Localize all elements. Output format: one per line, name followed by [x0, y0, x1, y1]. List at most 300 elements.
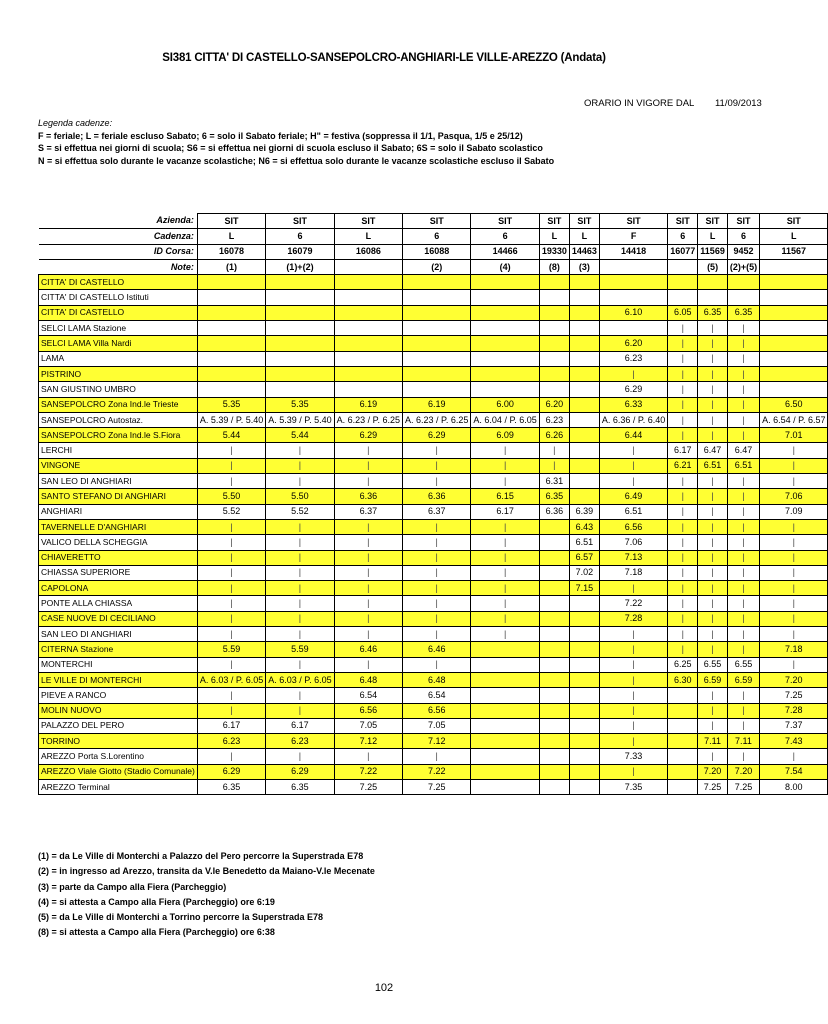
pass-through-marker: [471, 550, 539, 565]
pass-through-marker: [698, 749, 728, 764]
pass-through-marker: [727, 642, 759, 657]
stop-time: 6.51: [727, 458, 759, 473]
pass-through-marker: [334, 596, 402, 611]
stop-row: [39, 321, 828, 336]
run-note: [334, 259, 402, 274]
stop-time: [539, 703, 569, 718]
pass-through-marker: [334, 657, 402, 672]
stop-time: 7.25: [334, 779, 402, 794]
stop-time: [539, 351, 569, 366]
pass-through-marker: [197, 458, 265, 473]
stop-name: PISTRINO: [39, 366, 198, 381]
stop-time: [569, 734, 599, 749]
pass-through-marker: [698, 428, 728, 443]
stop-time: 6.09: [471, 428, 539, 443]
stop-time: 6.35: [197, 779, 265, 794]
pass-through-marker: [197, 535, 265, 550]
run-id: 16077: [668, 244, 698, 259]
stop-time: 7.05: [403, 718, 471, 733]
stop-name: SELCI LAMA Stazione: [39, 321, 198, 336]
stop-time: [569, 718, 599, 733]
run-azienda: SIT: [599, 214, 667, 229]
stop-time: 6.54: [403, 688, 471, 703]
run-id: 9452: [727, 244, 759, 259]
pass-through-marker: [727, 688, 759, 703]
stop-name: VINGONE: [39, 458, 198, 473]
stop-time: [334, 351, 402, 366]
pass-through-marker: [599, 688, 667, 703]
pass-through-marker: [197, 627, 265, 642]
pass-through-marker: [599, 366, 667, 381]
stop-time: 7.01: [760, 428, 828, 443]
stop-time: [403, 351, 471, 366]
pass-through-marker: [760, 519, 828, 534]
stop-time: 6.56: [403, 703, 471, 718]
stop-time: 6.17: [266, 718, 334, 733]
stop-time: 6.51: [698, 458, 728, 473]
stop-time: [471, 764, 539, 779]
pass-through-marker: [668, 504, 698, 519]
pass-through-marker: [403, 458, 471, 473]
pass-through-marker: [334, 611, 402, 626]
pass-through-marker: [539, 443, 569, 458]
pass-through-marker: [471, 474, 539, 489]
stop-time: [539, 642, 569, 657]
stop-row: [39, 581, 828, 596]
stop-time: [760, 382, 828, 397]
pass-through-marker: [698, 627, 728, 642]
pass-through-marker: [334, 749, 402, 764]
footnote: (2) = in ingresso ad Arezzo, transita da V.le Benedetto da Maiano-V.le Mecenate: [38, 866, 375, 877]
legend-line: F = feriale; L = feriale escluso Sabato; 6 = solo il Sabato feriale; H" = festiva (soppressa il 1/1, Pasqua, 1/5 e 25/12): [38, 130, 523, 141]
stop-time: 5.35: [266, 397, 334, 412]
stop-time: [668, 703, 698, 718]
stop-time: 5.44: [197, 428, 265, 443]
stop-time: [539, 305, 569, 320]
pass-through-marker: [668, 366, 698, 381]
pass-through-marker: [698, 366, 728, 381]
pass-through-marker: [727, 749, 759, 764]
stop-time: [471, 275, 539, 290]
stop-name: PALAZZO DEL PERO: [39, 718, 198, 733]
pass-through-marker: [668, 412, 698, 427]
pass-through-marker: [266, 657, 334, 672]
pass-through-marker: [599, 474, 667, 489]
footnotes: [38, 849, 375, 941]
stop-time: [539, 290, 569, 305]
pass-through-marker: [727, 703, 759, 718]
stop-time: 7.20: [727, 764, 759, 779]
stop-name: MOLIN NUOVO: [39, 703, 198, 718]
run-id: 14466: [471, 244, 539, 259]
stop-time: 6.31: [539, 474, 569, 489]
stop-time: 7.37: [760, 718, 828, 733]
run-azienda: SIT: [539, 214, 569, 229]
stop-time: A. 6.04 / P. 6.05: [471, 412, 539, 427]
stop-time: 6.59: [727, 672, 759, 687]
stop-time: [569, 305, 599, 320]
pass-through-marker: [266, 581, 334, 596]
pass-through-marker: [197, 611, 265, 626]
stop-time: [698, 290, 728, 305]
run-azienda: SIT: [197, 214, 265, 229]
pass-through-marker: [471, 627, 539, 642]
stop-name: CITERNA Stazione: [39, 642, 198, 657]
pass-through-marker: [334, 443, 402, 458]
stop-time: 6.35: [539, 489, 569, 504]
pass-through-marker: [471, 611, 539, 626]
stop-time: [539, 627, 569, 642]
stop-time: [668, 764, 698, 779]
pass-through-marker: [599, 581, 667, 596]
stop-time: [471, 305, 539, 320]
stop-time: [569, 474, 599, 489]
stop-time: 6.30: [668, 672, 698, 687]
stop-time: [266, 351, 334, 366]
stop-time: [569, 443, 599, 458]
stop-time: [668, 718, 698, 733]
stop-time: 6.00: [471, 397, 539, 412]
pass-through-marker: [668, 535, 698, 550]
pass-through-marker: [760, 581, 828, 596]
pass-through-marker: [698, 703, 728, 718]
stop-time: 7.20: [698, 764, 728, 779]
pass-through-marker: [727, 351, 759, 366]
stop-time: [539, 366, 569, 381]
stop-time: 6.26: [539, 428, 569, 443]
stop-time: [569, 428, 599, 443]
run-cadenza: 6: [668, 229, 698, 244]
stop-time: 7.28: [760, 703, 828, 718]
stop-name: MONTERCHI: [39, 657, 198, 672]
run-cadenza: 6: [266, 229, 334, 244]
stop-time: [266, 321, 334, 336]
pass-through-marker: [403, 565, 471, 580]
stop-time: [197, 321, 265, 336]
stop-time: [539, 688, 569, 703]
pass-through-marker: [760, 749, 828, 764]
stop-row: [39, 779, 828, 794]
stop-name: AREZZO Terminal: [39, 779, 198, 794]
pass-through-marker: [334, 535, 402, 550]
pass-through-marker: [403, 443, 471, 458]
stop-row: [39, 290, 828, 305]
run-azienda: SIT: [471, 214, 539, 229]
pass-through-marker: [471, 519, 539, 534]
validity-label: ORARIO IN VIGORE DAL: [584, 98, 695, 109]
run-azienda: SIT: [668, 214, 698, 229]
stop-time: 6.46: [334, 642, 402, 657]
footnote: (5) = da Le Ville di Monterchi a Torrino percorre la Superstrada E78: [38, 912, 324, 923]
pass-through-marker: [334, 519, 402, 534]
stop-time: 6.51: [569, 535, 599, 550]
stop-time: [539, 519, 569, 534]
stop-row: [39, 718, 828, 733]
validity-date: 11/09/2013: [714, 98, 762, 109]
run-id: 19330: [539, 244, 569, 259]
stop-time: 6.17: [668, 443, 698, 458]
stop-time: 7.28: [599, 611, 667, 626]
header-label: Cadenza:: [39, 229, 198, 244]
stop-time: 6.20: [599, 336, 667, 351]
stop-time: [599, 321, 667, 336]
pass-through-marker: [698, 581, 728, 596]
run-azienda: SIT: [698, 214, 728, 229]
pass-through-marker: [727, 581, 759, 596]
stop-time: [197, 305, 265, 320]
stop-time: [403, 336, 471, 351]
pass-through-marker: [668, 596, 698, 611]
stop-time: A. 6.03 / P. 6.05: [197, 672, 265, 687]
stop-row: [39, 535, 828, 550]
stop-row: [39, 504, 828, 519]
stop-time: 7.02: [569, 565, 599, 580]
pass-through-marker: [403, 550, 471, 565]
pass-through-marker: [197, 519, 265, 534]
pass-through-marker: [698, 688, 728, 703]
stop-row: [39, 428, 828, 443]
stop-name: SANSEPOLCRO Autostaz.: [39, 412, 198, 427]
pass-through-marker: [668, 550, 698, 565]
run-note: (4): [471, 259, 539, 274]
stop-time: [471, 290, 539, 305]
stop-time: 7.06: [760, 489, 828, 504]
stop-time: [727, 290, 759, 305]
pass-through-marker: [698, 535, 728, 550]
pass-through-marker: [727, 504, 759, 519]
stop-time: 6.23: [599, 351, 667, 366]
stop-time: [760, 351, 828, 366]
stop-time: 6.36: [403, 489, 471, 504]
pass-through-marker: [197, 688, 265, 703]
run-cadenza: L: [197, 229, 265, 244]
stop-time: 6.29: [403, 428, 471, 443]
stop-time: [539, 535, 569, 550]
stop-time: [403, 321, 471, 336]
stop-name: PONTE ALLA CHIASSA: [39, 596, 198, 611]
stop-time: [266, 275, 334, 290]
pass-through-marker: [727, 535, 759, 550]
stop-time: [539, 336, 569, 351]
stop-time: 7.13: [599, 550, 667, 565]
stop-time: 6.59: [698, 672, 728, 687]
legend-line: S = si effettua nei giorni di scuola; S6 = si effettua nei giorni di scuola escluso il Sabato; 6S = solo il Sabato scolastico: [38, 143, 543, 153]
stop-time: [403, 290, 471, 305]
stop-time: [569, 779, 599, 794]
run-cadenza: L: [569, 229, 599, 244]
stop-time: 7.25: [760, 688, 828, 703]
stop-time: 6.56: [334, 703, 402, 718]
stop-time: [569, 458, 599, 473]
stop-time: [599, 290, 667, 305]
run-id: 11569: [698, 244, 728, 259]
stop-row: [39, 703, 828, 718]
stop-time: [471, 366, 539, 381]
pass-through-marker: [266, 565, 334, 580]
stop-row: [39, 642, 828, 657]
pass-through-marker: [471, 565, 539, 580]
legend: [38, 117, 554, 167]
pass-through-marker: [668, 611, 698, 626]
stop-row: [39, 657, 828, 672]
pass-through-marker: [599, 718, 667, 733]
pass-through-marker: [668, 397, 698, 412]
stop-time: 6.50: [760, 397, 828, 412]
pass-through-marker: [334, 627, 402, 642]
stop-time: 6.46: [403, 642, 471, 657]
stop-row: [39, 550, 828, 565]
stop-time: 6.29: [599, 382, 667, 397]
run-id: 14418: [599, 244, 667, 259]
stop-row: [39, 382, 828, 397]
pass-through-marker: [760, 611, 828, 626]
run-note: (3): [569, 259, 599, 274]
pass-through-marker: [197, 443, 265, 458]
stop-time: [569, 275, 599, 290]
stop-time: [760, 305, 828, 320]
stop-time: [471, 642, 539, 657]
stop-time: [334, 336, 402, 351]
stop-time: [471, 382, 539, 397]
run-note: [599, 259, 667, 274]
pass-through-marker: [266, 703, 334, 718]
timetable: [38, 213, 828, 795]
pass-through-marker: [727, 489, 759, 504]
run-note: (8): [539, 259, 569, 274]
stop-time: [539, 749, 569, 764]
stop-row: [39, 764, 828, 779]
pass-through-marker: [599, 734, 667, 749]
stop-time: [197, 336, 265, 351]
stop-time: [569, 412, 599, 427]
stop-time: [471, 336, 539, 351]
stop-time: [471, 672, 539, 687]
stop-row: [39, 565, 828, 580]
pass-through-marker: [266, 550, 334, 565]
stop-time: [760, 336, 828, 351]
stop-time: [334, 321, 402, 336]
pass-through-marker: [668, 351, 698, 366]
stop-time: [539, 596, 569, 611]
pass-through-marker: [471, 458, 539, 473]
stop-time: 7.20: [760, 672, 828, 687]
pass-through-marker: [727, 611, 759, 626]
pass-through-marker: [334, 474, 402, 489]
stop-name: CITTA' DI CASTELLO Istituti: [39, 290, 198, 305]
stop-time: [471, 779, 539, 794]
stop-time: [471, 351, 539, 366]
run-cadenza: L: [539, 229, 569, 244]
stop-time: [569, 336, 599, 351]
pass-through-marker: [403, 749, 471, 764]
pass-through-marker: [760, 565, 828, 580]
stop-time: [668, 290, 698, 305]
stop-time: [266, 336, 334, 351]
stop-row: [39, 734, 828, 749]
stop-time: 6.21: [668, 458, 698, 473]
pass-through-marker: [698, 504, 728, 519]
stop-time: 6.48: [334, 672, 402, 687]
stop-time: [403, 366, 471, 381]
pass-through-marker: [668, 474, 698, 489]
pass-through-marker: [698, 596, 728, 611]
stop-name: AREZZO Viale Giotto (Stadio Comunale): [39, 764, 198, 779]
stop-time: 6.54: [334, 688, 402, 703]
stop-time: [539, 550, 569, 565]
pass-through-marker: [403, 657, 471, 672]
pass-through-marker: [668, 382, 698, 397]
pass-through-marker: [727, 519, 759, 534]
stop-row: [39, 672, 828, 687]
stop-time: [539, 764, 569, 779]
stop-time: [569, 489, 599, 504]
stop-name: SAN LEO DI ANGHIARI: [39, 474, 198, 489]
run-cadenza: F: [599, 229, 667, 244]
pass-through-marker: [760, 550, 828, 565]
stop-name: LAMA: [39, 351, 198, 366]
stop-name: SELCI LAMA Villa Nardi: [39, 336, 198, 351]
stop-time: [569, 321, 599, 336]
stop-time: [539, 734, 569, 749]
stop-time: 6.55: [727, 657, 759, 672]
stop-name: SAN GIUSTINO UMBRO: [39, 382, 198, 397]
pass-through-marker: [668, 489, 698, 504]
pass-through-marker: [727, 336, 759, 351]
pass-through-marker: [698, 642, 728, 657]
run-cadenza: L: [698, 229, 728, 244]
run-note: (2): [403, 259, 471, 274]
stop-time: [569, 351, 599, 366]
stop-time: 7.22: [403, 764, 471, 779]
stop-time: [197, 366, 265, 381]
stop-time: 7.09: [760, 504, 828, 519]
pass-through-marker: [760, 535, 828, 550]
stop-time: 6.35: [698, 305, 728, 320]
stop-name: LE VILLE DI MONTERCHI: [39, 672, 198, 687]
pass-through-marker: [266, 535, 334, 550]
stop-time: 7.33: [599, 749, 667, 764]
pass-through-marker: [727, 565, 759, 580]
stop-time: [569, 627, 599, 642]
pass-through-marker: [698, 397, 728, 412]
stop-time: [569, 749, 599, 764]
stop-time: 7.18: [760, 642, 828, 657]
stop-time: 8.00: [760, 779, 828, 794]
pass-through-marker: [599, 458, 667, 473]
footnote: (8) = si attesta a Campo alla Fiera (Parcheggio) ore 6:38: [38, 927, 275, 938]
pass-through-marker: [471, 581, 539, 596]
stop-time: 6.43: [569, 519, 599, 534]
note-row: [39, 259, 828, 274]
stop-time: [760, 321, 828, 336]
pass-through-marker: [334, 565, 402, 580]
pass-through-marker: [403, 627, 471, 642]
stop-time: [760, 290, 828, 305]
stop-time: [334, 275, 402, 290]
stop-name: CAPOLONA: [39, 581, 198, 596]
pass-through-marker: [698, 412, 728, 427]
stop-name: CASE NUOVE DI CECILIANO: [39, 611, 198, 626]
stop-time: 6.05: [668, 305, 698, 320]
stop-row: [39, 611, 828, 626]
run-azienda: SIT: [334, 214, 402, 229]
pass-through-marker: [727, 428, 759, 443]
stop-time: [197, 351, 265, 366]
pass-through-marker: [266, 596, 334, 611]
pass-through-marker: [599, 627, 667, 642]
stop-time: [197, 275, 265, 290]
stop-time: 7.35: [599, 779, 667, 794]
